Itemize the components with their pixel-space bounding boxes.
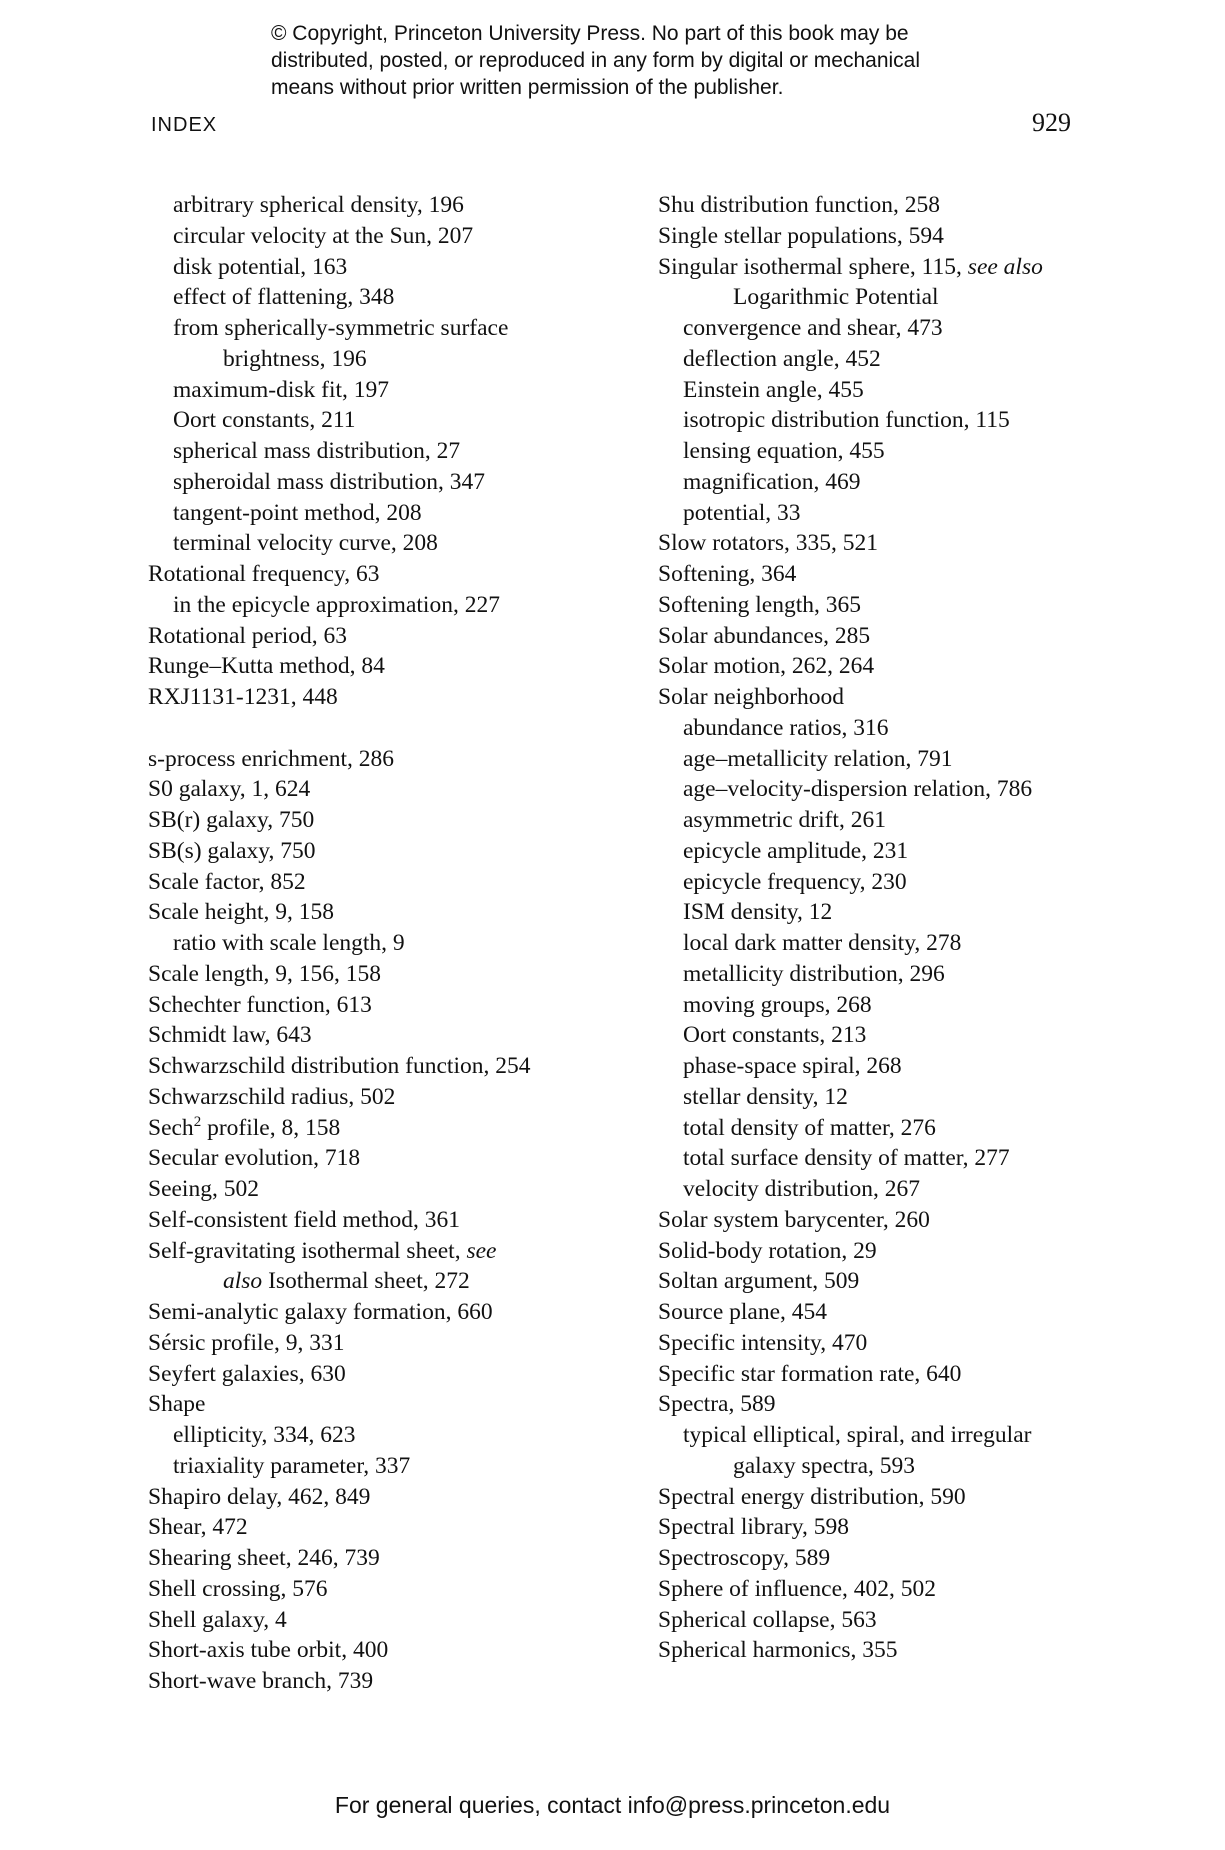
index-entry [148,897,648,928]
entry-text: Short-wave branch, 739 [148,1668,374,1694]
entry-text: triaxiality parameter, 337 [173,1452,411,1479]
index-entry [658,1512,1098,1543]
entry-text: galaxy spectra, 593 [733,1452,916,1479]
index-entry [658,651,1098,682]
copyright-line: means without prior written permission of the publisher. [271,76,784,99]
entry-text: convergence and shear, 473 [683,315,943,341]
index-entry [658,221,1098,252]
index-entry [148,1297,648,1328]
entry-text: Softening, 364 [658,561,797,587]
entry-text: age–velocity-dispersion relation, 786 [683,776,1033,803]
index-subentry [658,1020,1098,1051]
index-subentry [148,375,648,406]
entry-text: Self-consistent field method, 361 [148,1206,460,1233]
entry-text: Specific intensity, 470 [658,1329,868,1356]
index-entry [658,1297,1098,1328]
entry-text: Source plane, 454 [658,1299,828,1325]
entry-text: Schwarzschild radius, 502 [148,1083,396,1110]
entry-text: ISM density, 12 [683,899,833,926]
entry-text: Shell galaxy, 4 [148,1606,287,1633]
index-entry [658,682,1098,713]
entry-text: Isothermal sheet, 272 [262,1268,470,1295]
entry-text: Solid-body rotation, 29 [658,1237,877,1264]
footer-contact: For general queries, contact info@press.princeton.edu [334,1792,891,1818]
index-entry [148,959,648,990]
index-subentry [658,375,1098,406]
index-entry [658,559,1098,590]
index-subentry [148,498,648,529]
entry-text: phase-space spiral, 268 [683,1053,902,1079]
index-subentry [658,436,1098,467]
entry-text: brightness, 196 [223,345,367,372]
entry-text: deflection angle, 452 [683,345,881,372]
entry-text: in the epicycle approximation, 227 [173,591,500,618]
entry-text: terminal velocity curve, 208 [173,530,438,557]
index-subentry [148,344,648,375]
index-subentry [658,1143,1098,1174]
index-entry [148,744,648,775]
index-subentry [148,221,648,252]
index-subentry [148,467,648,498]
index-subentry [658,1174,1098,1205]
entry-text: Shear, 472 [148,1514,248,1541]
entry-text: Schwarzschild distribution function, 254 [148,1053,531,1079]
index-subentry [658,805,1098,836]
index-entry [148,774,648,805]
index-entry [148,1635,648,1666]
index-entry [148,867,648,898]
index-subentry [658,959,1098,990]
entry-text: Shape [148,1391,206,1418]
entry-text: Singular isothermal sphere, 115, [658,253,968,280]
index-entry [658,1605,1098,1636]
index-entry [658,1635,1098,1666]
index-entry [148,621,648,652]
index-entry [148,1605,648,1636]
index-subentry [658,928,1098,959]
index-entry [148,1082,648,1113]
index-entry [148,1020,648,1051]
index-subentry [658,774,1098,805]
entry-text: Spectroscopy, 589 [658,1545,831,1571]
index-entry [148,651,648,682]
entry-text: spherical mass distribution, 27 [173,438,461,464]
entry-text: effect of flattening, 348 [173,284,395,311]
entry-text: Sech [148,1114,194,1141]
entry-text: spheroidal mass distribution, 347 [173,468,486,495]
index-entry [658,1236,1098,1267]
copyright-notice [271,20,1031,101]
copyright-line: © Copyright, Princeton University Press. No part of this book may be [271,22,909,45]
entry-text: Solar system barycenter, 260 [658,1206,930,1233]
entry-text: s-process enrichment, 286 [148,745,395,772]
entry-text: Sérsic profile, 9, 331 [148,1329,345,1356]
index-subentry [148,252,648,283]
index-entry [148,1543,648,1574]
cross-reference: also [223,1268,263,1295]
entry-text: epicycle amplitude, 231 [683,837,909,864]
entry-text: abundance ratios, 316 [683,714,889,741]
index-subentry [658,405,1098,436]
entry-text: total density of matter, 276 [683,1114,936,1141]
entry-text: Self-gravitating isothermal sheet, [148,1237,467,1264]
entry-text: Shell crossing, 576 [148,1575,328,1602]
index-column-left [148,190,648,1697]
entry-text: Single stellar populations, 594 [658,222,944,249]
entry-text: Shu distribution function, 258 [658,192,940,218]
index-entry [658,1543,1098,1574]
index-subentry [658,1420,1098,1451]
entry-text: Seyfert galaxies, 630 [148,1360,346,1387]
entry-text: Slow rotators, 335, 521 [658,530,878,557]
index-subentry [658,282,1098,313]
page-number: 929 [1032,108,1071,137]
index-subentry [148,313,648,344]
index-entry [148,1051,648,1082]
index-subentry [148,928,648,959]
entry-text: Semi-analytic galaxy formation, 660 [148,1299,493,1325]
index-subentry [658,713,1098,744]
index-subentry [148,1420,648,1451]
index-subentry [658,867,1098,898]
entry-text: Oort constants, 211 [173,407,356,434]
index-subentry [148,190,648,221]
index-subentry [658,897,1098,928]
entry-text: Spherical harmonics, 355 [658,1637,898,1664]
index-entry [148,836,648,867]
entry-text: Soltan argument, 509 [658,1268,860,1295]
index-entry [148,1574,648,1605]
entry-text: lensing equation, 455 [683,438,885,464]
entry-text: typical elliptical, spiral, and irregular [683,1422,1032,1448]
entry-text: Spectral library, 598 [658,1514,849,1541]
index-entry [148,1174,648,1205]
index-entry [658,1359,1098,1390]
index-entry [148,1205,648,1236]
entry-text: magnification, 469 [683,468,861,495]
entry-text: Scale height, 9, 158 [148,899,335,926]
superscript: 2 [193,1113,202,1130]
entry-text: total surface density of matter, 277 [683,1145,1010,1172]
index-entry [658,1482,1098,1513]
index-subentry [148,1266,648,1297]
entry-text: Scale length, 9, 156, 158 [148,960,382,987]
index-subentry [658,990,1098,1021]
index-entry [148,1359,648,1390]
index-entry [658,1574,1098,1605]
entry-text: Spectral energy distribution, 590 [658,1483,966,1510]
index-subentry [658,1051,1098,1082]
entry-text: Solar abundances, 285 [658,622,871,649]
entry-text: Schmidt law, 643 [148,1022,312,1049]
entry-text: Shapiro delay, 462, 849 [148,1483,371,1510]
index-subentry [148,590,648,621]
entry-text: Softening length, 365 [658,591,861,618]
running-head: INDEX [151,114,218,136]
entry-text: metallicity distribution, 296 [683,960,945,987]
copyright-line: distributed, posted, or reproduced in any form by digital or mechanical [271,49,921,72]
entry-text: S0 galaxy, 1, 624 [148,776,311,803]
section-gap [148,713,648,744]
entry-text: circular velocity at the Sun, 207 [173,222,474,249]
entry-text: Specific star formation rate, 640 [658,1360,962,1387]
index-entry [658,590,1098,621]
entry-text: Short-axis tube orbit, 400 [148,1637,389,1664]
index-entry [148,1143,648,1174]
entry-text: maximum-disk fit, 197 [173,376,390,403]
entry-text: Logarithmic Potential [733,284,939,311]
index-subentry [658,1113,1098,1144]
cross-reference: see [466,1237,497,1264]
index-entry [658,252,1098,283]
entry-text: Solar motion, 262, 264 [658,653,875,680]
entry-text: Scale factor, 852 [148,868,306,895]
entry-text: stellar density, 12 [683,1083,848,1110]
index-subentry [148,405,648,436]
entry-text: SB(s) galaxy, 750 [148,837,316,864]
index-subentry [148,436,648,467]
index-subentry [658,744,1098,775]
entry-text: ellipticity, 334, 623 [173,1422,356,1448]
entry-text: from spherically-symmetric surface [173,315,509,341]
index-entry [148,805,648,836]
index-entry [658,1389,1098,1420]
index-entry [658,1205,1098,1236]
index-entry [148,1328,648,1359]
index-column-right [658,190,1098,1666]
entry-text: asymmetric drift, 261 [683,807,886,833]
entry-text: moving groups, 268 [683,991,872,1018]
index-entry [148,1666,648,1697]
cross-reference: see also [967,253,1043,280]
entry-text: RXJ1131-1231, 448 [148,684,338,710]
entry-text: Solar neighborhood [658,684,845,710]
entry-text: Spherical collapse, 563 [658,1606,877,1633]
index-entry [148,990,648,1021]
index-subentry [148,1451,648,1482]
index-subentry [658,498,1098,529]
index-entry [148,1113,648,1144]
entry-text: Schechter function, 613 [148,991,372,1018]
entry-text: local dark matter density, 278 [683,930,962,956]
entry-text: Seeing, 502 [148,1176,259,1202]
index-entry [148,1236,648,1267]
entry-text: Runge–Kutta method, 84 [148,653,385,680]
entry-text: Rotational period, 63 [148,622,348,649]
index-subentry [148,282,648,313]
entry-text: Sphere of influence, 402, 502 [658,1575,937,1602]
entry-text: age–metallicity relation, 791 [683,745,953,772]
entry-text: potential, 33 [683,499,801,526]
index-entry [148,559,648,590]
entry-text: isotropic distribution function, 115 [683,407,1010,434]
entry-text: Shearing sheet, 246, 739 [148,1545,380,1571]
entry-text: epicycle frequency, 230 [683,868,907,895]
index-entry [148,1482,648,1513]
entry-text: ratio with scale length, 9 [173,930,405,956]
index-entry [148,682,648,713]
index-subentry [148,528,648,559]
entry-text: Secular evolution, 718 [148,1145,361,1172]
index-subentry [658,836,1098,867]
entry-text: arbitrary spherical density, 196 [173,192,464,218]
entry-text: profile, 8, 158 [201,1114,341,1141]
index-entry [658,528,1098,559]
index-entry [658,190,1098,221]
index-entry [658,1328,1098,1359]
index-subentry [658,313,1098,344]
entry-text: SB(r) galaxy, 750 [148,807,315,833]
entry-text: Einstein angle, 455 [683,376,864,403]
entry-text: tangent-point method, 208 [173,499,422,526]
index-entry [148,1512,648,1543]
index-subentry [658,1451,1098,1482]
index-subentry [658,1082,1098,1113]
entry-text: Rotational frequency, 63 [148,561,380,587]
index-subentry [658,467,1098,498]
index-entry [658,1266,1098,1297]
entry-text: velocity distribution, 267 [683,1176,920,1202]
entry-text: Oort constants, 213 [683,1022,867,1049]
index-entry [148,1389,648,1420]
index-subentry [658,344,1098,375]
index-entry [658,621,1098,652]
entry-text: disk potential, 163 [173,253,348,280]
entry-text: Spectra, 589 [658,1391,776,1418]
